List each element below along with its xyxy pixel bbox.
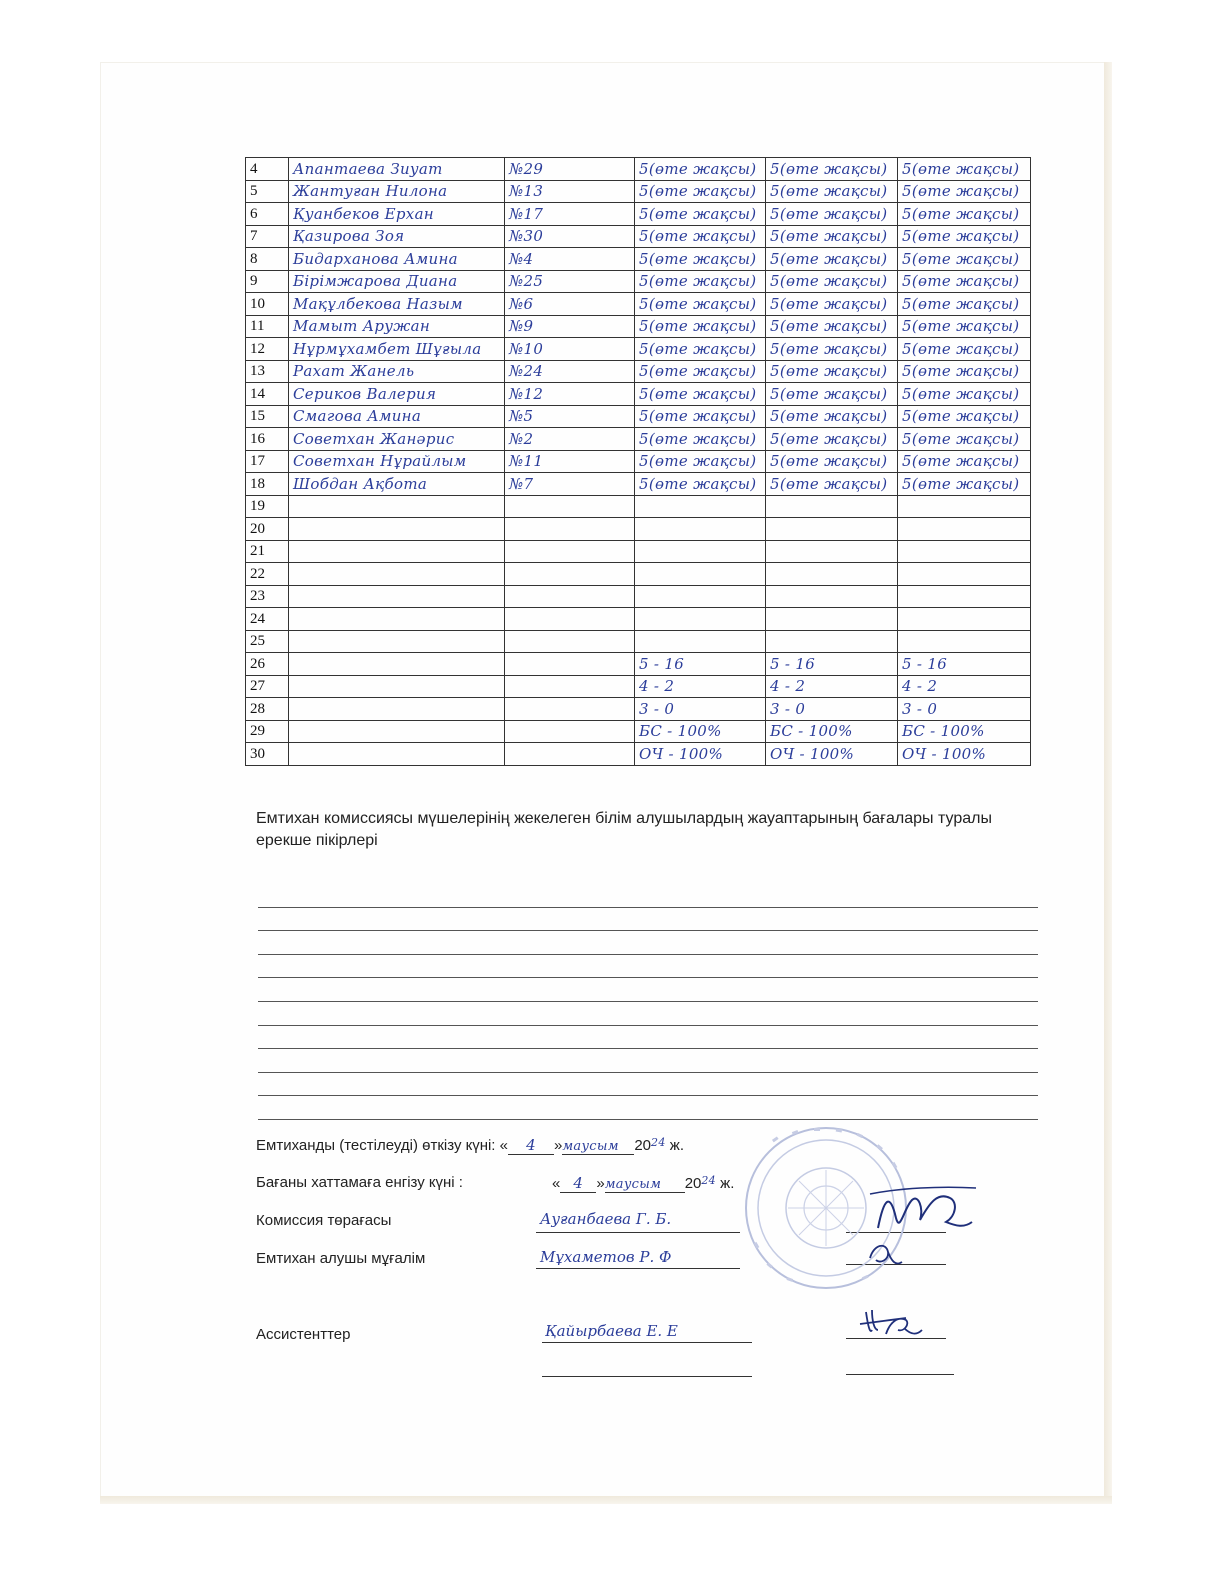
entry-date-value <box>552 1174 734 1193</box>
ticket-number-cell: №12 <box>505 383 635 406</box>
grade-cell-1 <box>635 608 766 631</box>
table-row <box>246 248 1031 271</box>
entry-date-year-prefix: 20 <box>684 1175 702 1192</box>
student-name-cell: Рахат Жанель <box>289 360 505 383</box>
table-row <box>246 270 1031 293</box>
row-number: 5 <box>246 180 289 203</box>
grade-cell-3: 5(өте жақсы) <box>898 248 1031 271</box>
grade-cell-2 <box>766 585 898 608</box>
grade-cell-3 <box>898 518 1031 541</box>
row-number: 27 <box>246 675 289 698</box>
student-name-cell: Советхан Жанәрис <box>289 428 505 451</box>
teacher-name: Мұхаметов Р. Ф <box>540 1248 672 1266</box>
grade-cell-2: 5(өте жақсы) <box>766 225 898 248</box>
student-name-cell: Смагова Амина <box>289 405 505 428</box>
student-name-cell <box>289 563 505 586</box>
row-number: 8 <box>246 248 289 271</box>
teacher-signature-icon <box>862 1236 912 1272</box>
student-name-cell <box>289 698 505 721</box>
entry-date-month: маусым <box>604 1177 662 1192</box>
grade-cell-2: 5(өте жақсы) <box>766 293 898 316</box>
student-name-cell: Бидарханова Амина <box>289 248 505 271</box>
student-name-cell: Қазирова Зоя <box>289 225 505 248</box>
grade-cell-1: 5(өте жақсы) <box>635 360 766 383</box>
grade-cell-2: 5(өте жақсы) <box>766 383 898 406</box>
grade-cell-3: 5(өте жақсы) <box>898 293 1031 316</box>
row-number: 14 <box>246 383 289 406</box>
grade-cell-2 <box>766 518 898 541</box>
student-name-cell: Мақұлбекова Назым <box>289 293 505 316</box>
table-row <box>246 675 1031 698</box>
grade-cell-3: 5(өте жақсы) <box>898 203 1031 226</box>
row-number: 7 <box>246 225 289 248</box>
student-name-cell: Советхан Нұрайлым <box>289 450 505 473</box>
grade-cell-1: ОЧ - 100% <box>635 743 766 766</box>
ticket-number-cell <box>505 608 635 631</box>
grade-cell-1: 5(өте жақсы) <box>635 338 766 361</box>
grade-cell-3 <box>898 563 1031 586</box>
entry-date-day-field <box>560 1174 596 1193</box>
row-number: 12 <box>246 338 289 361</box>
entry-date-open: « <box>552 1175 561 1192</box>
table-row <box>246 405 1031 428</box>
exam-date-year-suffix: 24 <box>651 1136 666 1149</box>
opinion-line <box>258 1026 1038 1050</box>
opinion-line <box>258 931 1038 955</box>
table-row <box>246 293 1031 316</box>
table-row <box>246 180 1031 203</box>
grade-cell-2: 5(өте жақсы) <box>766 248 898 271</box>
ticket-number-cell: №9 <box>505 315 635 338</box>
exam-date-day-field <box>508 1136 554 1155</box>
ticket-number-cell: №25 <box>505 270 635 293</box>
grade-cell-3: 5(өте жақсы) <box>898 428 1031 451</box>
student-name-cell <box>289 653 505 676</box>
table-row <box>246 585 1031 608</box>
ticket-number-cell: №17 <box>505 203 635 226</box>
table-row <box>246 653 1031 676</box>
grade-cell-1: 5(өте жақсы) <box>635 383 766 406</box>
exam-date-month-field <box>562 1137 634 1155</box>
grade-cell-1 <box>635 540 766 563</box>
table-row <box>246 338 1031 361</box>
ticket-number-cell: №10 <box>505 338 635 361</box>
ticket-number-cell: №5 <box>505 405 635 428</box>
entry-date-end: ж. <box>720 1175 735 1192</box>
grade-cell-2: 4 - 2 <box>766 675 898 698</box>
grade-cell-2 <box>766 540 898 563</box>
ticket-number-cell: №29 <box>505 158 635 181</box>
ticket-number-cell <box>505 653 635 676</box>
table-row <box>246 203 1031 226</box>
grade-cell-3: ОЧ - 100% <box>898 743 1031 766</box>
student-name-cell: Қуанбеков Ерхан <box>289 203 505 226</box>
teacher-name-line <box>536 1268 740 1269</box>
grade-cell-2: 5(өте жақсы) <box>766 405 898 428</box>
ticket-number-cell: №13 <box>505 180 635 203</box>
ticket-number-cell <box>505 720 635 743</box>
student-name-cell <box>289 495 505 518</box>
grade-cell-2: 5(өте жақсы) <box>766 473 898 496</box>
paper-edge-bottom <box>100 1496 1112 1504</box>
grade-cell-2 <box>766 608 898 631</box>
table-row <box>246 518 1031 541</box>
ticket-number-cell <box>505 630 635 653</box>
special-opinions-heading: Емтихан комиссиясы мүшелерінің жекелеген білім алушылардың жауаптарының бағалары туралы ерекше пікірлері <box>256 810 992 849</box>
grade-cell-2: 5 - 16 <box>766 653 898 676</box>
grade-cell-1: 4 - 2 <box>635 675 766 698</box>
opinion-lines <box>258 884 1038 1120</box>
exam-date-row <box>256 1136 684 1155</box>
student-name-cell <box>289 630 505 653</box>
grades-table <box>245 157 1031 766</box>
row-number: 9 <box>246 270 289 293</box>
grade-cell-3: 5(өте жақсы) <box>898 360 1031 383</box>
table-row <box>246 743 1031 766</box>
grade-cell-1 <box>635 518 766 541</box>
ticket-number-cell: №7 <box>505 473 635 496</box>
ticket-number-cell: №24 <box>505 360 635 383</box>
grade-cell-2: 5(өте жақсы) <box>766 450 898 473</box>
opinion-line <box>258 908 1038 932</box>
grade-cell-1: 5(өте жақсы) <box>635 405 766 428</box>
table-row <box>246 698 1031 721</box>
table-row <box>246 630 1031 653</box>
student-name-cell <box>289 608 505 631</box>
grade-cell-2 <box>766 495 898 518</box>
ticket-number-cell: №11 <box>505 450 635 473</box>
opinion-line <box>258 1002 1038 1026</box>
grade-cell-1: 3 - 0 <box>635 698 766 721</box>
student-name-cell <box>289 585 505 608</box>
grade-cell-1 <box>635 630 766 653</box>
teacher-label: Емтихан алушы мұғалім <box>256 1250 426 1267</box>
grade-cell-1 <box>635 585 766 608</box>
grade-cell-1 <box>635 563 766 586</box>
assistant2-signature-line <box>846 1374 954 1375</box>
opinion-line <box>258 1049 1038 1073</box>
row-number: 28 <box>246 698 289 721</box>
student-name-cell: Шобдан Ақбота <box>289 473 505 496</box>
ticket-number-cell <box>505 698 635 721</box>
grade-cell-3: 5(өте жақсы) <box>898 180 1031 203</box>
table-row <box>246 315 1031 338</box>
ticket-number-cell <box>505 563 635 586</box>
grade-cell-3 <box>898 495 1031 518</box>
grade-cell-3: 5(өте жақсы) <box>898 338 1031 361</box>
grade-cell-3 <box>898 608 1031 631</box>
row-number: 26 <box>246 653 289 676</box>
row-number: 17 <box>246 450 289 473</box>
assistant2-name-line <box>542 1376 752 1377</box>
row-number: 15 <box>246 405 289 428</box>
row-number: 10 <box>246 293 289 316</box>
chair-label: Комиссия төрағасы <box>256 1212 392 1229</box>
grade-cell-3: 5(өте жақсы) <box>898 450 1031 473</box>
student-name-cell <box>289 540 505 563</box>
grade-cell-1: БС - 100% <box>635 720 766 743</box>
student-name-cell <box>289 720 505 743</box>
row-number: 13 <box>246 360 289 383</box>
student-name-cell <box>289 675 505 698</box>
grade-cell-1: 5 - 16 <box>635 653 766 676</box>
entry-date-day: 4 <box>573 1174 584 1192</box>
chair-name: Ауғанбаева Г. Б. <box>540 1210 672 1228</box>
grade-cell-2: 5(өте жақсы) <box>766 270 898 293</box>
grade-cell-1: 5(өте жақсы) <box>635 428 766 451</box>
opinion-line <box>258 884 1038 908</box>
grade-cell-3: 5(өте жақсы) <box>898 315 1031 338</box>
table-row <box>246 720 1031 743</box>
entry-date-label: Бағаны хаттамаға енгізу күні : <box>256 1174 463 1191</box>
table-row <box>246 495 1031 518</box>
ticket-number-cell <box>505 585 635 608</box>
ticket-number-cell <box>505 743 635 766</box>
grade-cell-2: 5(өте жақсы) <box>766 203 898 226</box>
grade-cell-3: 3 - 0 <box>898 698 1031 721</box>
table-row <box>246 608 1031 631</box>
table-row <box>246 473 1031 496</box>
grade-cell-1: 5(өте жақсы) <box>635 473 766 496</box>
assistants-label: Ассистенттер <box>256 1326 351 1343</box>
ticket-number-cell <box>505 518 635 541</box>
grade-cell-1: 5(өте жақсы) <box>635 225 766 248</box>
grade-cell-3: 5(өте жақсы) <box>898 225 1031 248</box>
entry-date-sep: » <box>596 1175 605 1192</box>
opinion-line <box>258 1096 1038 1120</box>
student-name-cell: Мамыт Аружан <box>289 315 505 338</box>
opinion-line <box>258 1073 1038 1097</box>
table-row <box>246 383 1031 406</box>
entry-date-month-field <box>605 1175 685 1193</box>
exam-date-end: ж. <box>669 1137 684 1154</box>
grade-cell-3: 5(өте жақсы) <box>898 158 1031 181</box>
row-number: 24 <box>246 608 289 631</box>
student-name-cell <box>289 518 505 541</box>
grade-cell-2: 3 - 0 <box>766 698 898 721</box>
grade-cell-3: 5(өте жақсы) <box>898 270 1031 293</box>
grade-cell-3 <box>898 585 1031 608</box>
row-number: 4 <box>246 158 289 181</box>
grade-cell-2: 5(өте жақсы) <box>766 338 898 361</box>
exam-date-label: Емтиханды (тестілеуді) өткізу күні: « <box>256 1137 508 1154</box>
row-number: 29 <box>246 720 289 743</box>
row-number: 19 <box>246 495 289 518</box>
grade-cell-1: 5(өте жақсы) <box>635 270 766 293</box>
grade-cell-3 <box>898 630 1031 653</box>
ticket-number-cell: №30 <box>505 225 635 248</box>
exam-date-day: 4 <box>526 1136 536 1154</box>
grade-cell-2: 5(өте жақсы) <box>766 315 898 338</box>
paper-edge-right <box>1104 62 1112 1502</box>
ticket-number-cell <box>505 675 635 698</box>
student-name-cell: Апантаева Зиуат <box>289 158 505 181</box>
student-name-cell: Сериков Валерия <box>289 383 505 406</box>
grade-cell-1: 5(өте жақсы) <box>635 158 766 181</box>
grade-cell-1: 5(өте жақсы) <box>635 315 766 338</box>
table-row <box>246 225 1031 248</box>
grade-cell-2: 5(өте жақсы) <box>766 360 898 383</box>
grade-cell-1: 5(өте жақсы) <box>635 450 766 473</box>
row-number: 16 <box>246 428 289 451</box>
student-name-cell <box>289 743 505 766</box>
grade-cell-2: 5(өте жақсы) <box>766 428 898 451</box>
table-row <box>246 158 1031 181</box>
grade-cell-2 <box>766 563 898 586</box>
ticket-number-cell: №4 <box>505 248 635 271</box>
grade-cell-3: 5 - 16 <box>898 653 1031 676</box>
ticket-number-cell <box>505 495 635 518</box>
grades-table-body <box>246 158 1031 766</box>
ticket-number-cell <box>505 540 635 563</box>
table-row <box>246 360 1031 383</box>
chair-name-line <box>536 1232 740 1233</box>
grade-cell-3 <box>898 540 1031 563</box>
student-name-cell: Жантуған Нилона <box>289 180 505 203</box>
row-number: 18 <box>246 473 289 496</box>
assistant-name-line <box>542 1342 752 1343</box>
grade-cell-2: ОЧ - 100% <box>766 743 898 766</box>
assistant-name: Қайырбаева Е. Е <box>545 1322 678 1340</box>
grade-cell-3: 5(өте жақсы) <box>898 405 1031 428</box>
grade-cell-3: 5(өте жақсы) <box>898 383 1031 406</box>
grade-cell-3: БС - 100% <box>898 720 1031 743</box>
row-number: 11 <box>246 315 289 338</box>
grade-cell-2: 5(өте жақсы) <box>766 158 898 181</box>
table-row <box>246 563 1031 586</box>
ticket-number-cell: №6 <box>505 293 635 316</box>
exam-date-year-prefix: 20 <box>634 1137 652 1154</box>
opinion-line <box>258 955 1038 979</box>
table-row <box>246 450 1031 473</box>
row-number: 21 <box>246 540 289 563</box>
row-number: 23 <box>246 585 289 608</box>
student-name-cell: Нұрмұхамбет Шұғыла <box>289 338 505 361</box>
grade-cell-1: 5(өте жақсы) <box>635 248 766 271</box>
grade-cell-2: БС - 100% <box>766 720 898 743</box>
assistant-signature-icon <box>846 1300 926 1344</box>
table-row <box>246 428 1031 451</box>
grade-cell-3: 4 - 2 <box>898 675 1031 698</box>
entry-date-year-suffix: 24 <box>701 1174 716 1187</box>
grade-cell-2: 5(өте жақсы) <box>766 180 898 203</box>
grade-cell-2 <box>766 630 898 653</box>
opinion-line <box>258 978 1038 1002</box>
grade-cell-1: 5(өте жақсы) <box>635 180 766 203</box>
row-number: 25 <box>246 630 289 653</box>
grade-cell-1: 5(өте жақсы) <box>635 293 766 316</box>
grade-cell-1: 5(өте жақсы) <box>635 203 766 226</box>
ticket-number-cell: №2 <box>505 428 635 451</box>
exam-date-month: маусым <box>562 1139 619 1154</box>
row-number: 6 <box>246 203 289 226</box>
student-name-cell: Бірімжарова Диана <box>289 270 505 293</box>
table-row <box>246 540 1031 563</box>
grade-cell-3: 5(өте жақсы) <box>898 473 1031 496</box>
row-number: 20 <box>246 518 289 541</box>
chair-signature-icon <box>860 1178 980 1244</box>
row-number: 30 <box>246 743 289 766</box>
exam-date-sep: » <box>553 1137 563 1154</box>
grade-cell-1 <box>635 495 766 518</box>
row-number: 22 <box>246 563 289 586</box>
